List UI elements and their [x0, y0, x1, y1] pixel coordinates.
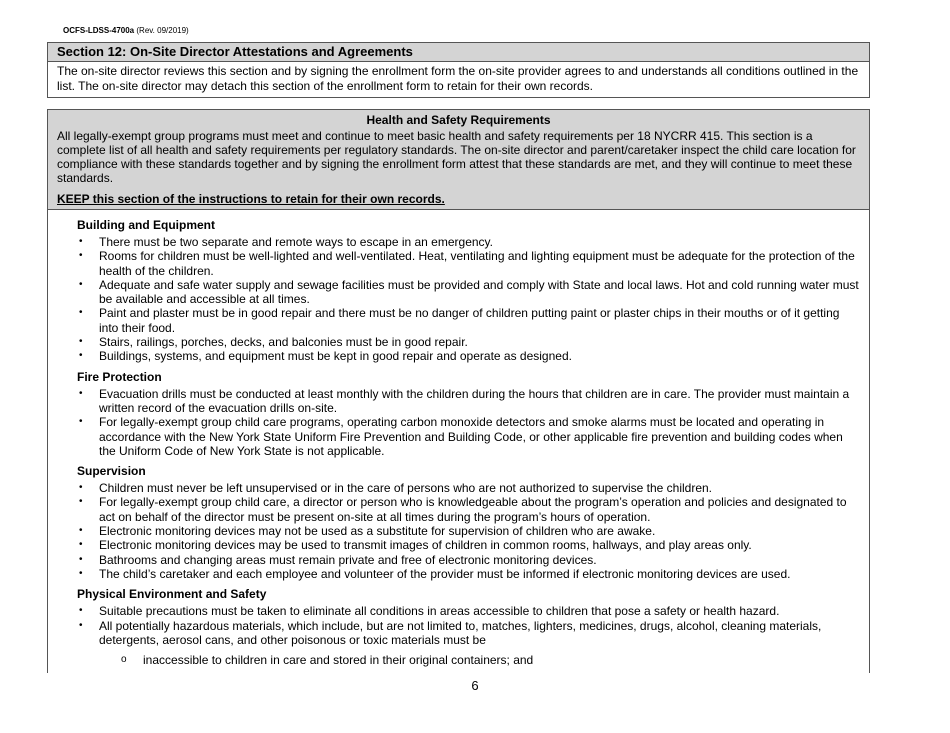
- bullet-icon: •: [79, 553, 83, 565]
- building-list: [57, 235, 860, 364]
- health-safety-header: [48, 110, 869, 210]
- page-number: 6: [471, 678, 479, 693]
- list-item: [57, 567, 860, 581]
- list-item-text: Bathrooms and changing areas must remain private and free of electronic monitoring devices.: [99, 552, 597, 567]
- fire-list: [57, 387, 860, 458]
- list-item: [57, 306, 860, 335]
- bullet-icon: •: [79, 350, 83, 362]
- list-item-text: For legally-exempt group child care, a director or person who is knowledgeable about the program’s operation and policies and designated to act on behalf of the director must be present on-site at all times during the program’s hours of operation.: [99, 495, 847, 524]
- list-item: [57, 524, 860, 538]
- list-item: [57, 553, 860, 567]
- list-item-text: The child’s caretaker and each employee and volunteer of the provider must be informed if electronic monitoring devices are used.: [99, 566, 791, 581]
- list-item-text: Electronic monitoring devices may not be used as a substitute for supervision of children who are awake.: [99, 524, 656, 539]
- section-12-title: Section 12: On-Site Director Attestations and Agreements: [48, 43, 869, 62]
- list-item-text: Suitable precautions must be taken to eliminate all conditions in areas accessible to children that pose a safety or health hazard.: [99, 604, 780, 619]
- bullet-icon: •: [79, 539, 83, 551]
- health-safety-title: Health and Safety Requirements: [366, 113, 551, 127]
- section-heading-building: Building and Equipment: [77, 218, 215, 232]
- list-item: [57, 481, 860, 495]
- list-item-text: All potentially hazardous materials, which include, but are not limited to, matches, lighters, medicines, drugs, alcohol, cleaning materials, detergents, aerosol cans, and other poisonous or toxic materials must be: [99, 618, 822, 647]
- health-safety-description: All legally-exempt group programs must meet and continue to meet basic health and safety requirements per 18 NYCRR 415. This section is a complete list of all health and safety requirements per regulatory standards. The on-site director and parent/caretaker inspect the child care location for compliance with these standards together and by signing the enrollment form attest that these standards are met, and they will continue to meet these standards.: [57, 129, 856, 185]
- list-item-text: Stairs, railings, porches, decks, and balconies must be in good repair.: [99, 335, 468, 350]
- list-item: [57, 619, 860, 648]
- bullet-icon: •: [79, 525, 83, 537]
- bullet-icon: •: [79, 307, 83, 319]
- health-safety-box: [47, 109, 870, 673]
- section-heading-supervision: Supervision: [77, 464, 146, 479]
- circle-bullet-icon: o: [121, 654, 127, 666]
- list-item-text: Rooms for children must be well-lighted and well-ventilated. Heat, ventilating and lighting equipment must be adequate for the protection of the health of the children.: [99, 249, 855, 278]
- sub-list-item: [57, 653, 860, 667]
- list-item: [57, 278, 860, 307]
- list-item-text: Electronic monitoring devices may be used to transmit images of children in common rooms, hallways, and play areas only.: [99, 538, 752, 553]
- list-item-text: Evacuation drills must be conducted at least monthly with the children during the hours that children are in care. The provider must maintain a written record of the evacuation drills on-site.: [99, 386, 850, 415]
- section-heading-fire: Fire Protection: [77, 369, 162, 384]
- list-item-text: Buildings, systems, and equipment must be kept in good repair and operate as designed.: [99, 349, 572, 364]
- list-item: [57, 349, 860, 363]
- form-revision: (Rev. 09/2019): [136, 26, 189, 35]
- requirements-content: [48, 210, 869, 667]
- list-item: [57, 335, 860, 349]
- form-code: OCFS-LDSS-4700a: [63, 26, 135, 35]
- keep-notice: KEEP this section of the instructions to retain for their own records.: [57, 192, 445, 206]
- list-item: [57, 249, 860, 278]
- physical-list: [57, 604, 860, 647]
- list-item-text: There must be two separate and remote ways to escape in an emergency.: [99, 235, 493, 249]
- list-item: [57, 604, 860, 618]
- list-item-text: Paint and plaster must be in good repair and there must be no danger of children putting paint or plaster chips in their mouths or of it getting into their food.: [99, 306, 840, 335]
- bullet-icon: •: [79, 619, 83, 631]
- bullet-icon: •: [79, 416, 83, 428]
- list-item: [57, 495, 860, 524]
- list-item: [57, 387, 860, 416]
- list-item-text: Adequate and safe water supply and sewage facilities must be provided and comply with State and local laws. Hot and cold running water must be available and accessible at all times.: [99, 277, 859, 307]
- bullet-icon: •: [79, 236, 83, 247]
- bullet-icon: •: [79, 605, 83, 617]
- bullet-icon: •: [79, 567, 83, 579]
- supervision-list: [57, 481, 860, 581]
- list-item: [57, 415, 860, 458]
- bullet-icon: •: [79, 496, 83, 508]
- section-12-intro: The on-site director reviews this section and by signing the enrollment form the on-site provider agrees to and understands all conditions outlined in the list. The on-site director may detach this section of the enrollment form to retain for their own records.: [57, 64, 859, 93]
- bullet-icon: •: [79, 278, 83, 290]
- list-item-text: Children must never be left unsupervised or in the care of persons who are not authorized to supervise the children.: [99, 481, 713, 496]
- list-item-text: For legally-exempt group child care programs, operating carbon monoxide detectors and smoke alarms must be located and operating in accordance with the New York State Uniform Fire Prevention and Building Code, or other applicable fire prevention and building codes when the Uniform Code of New York State is not applicable.: [99, 415, 843, 458]
- bullet-icon: •: [79, 482, 83, 494]
- bullet-icon: •: [79, 336, 83, 348]
- form-id: [63, 26, 189, 35]
- section-heading-physical: Physical Environment and Safety: [77, 587, 267, 602]
- list-item: [57, 538, 860, 552]
- sub-list-item-text: inaccessible to children in care and stored in their original containers; and: [143, 653, 534, 668]
- section-12-box: [47, 42, 870, 98]
- list-item: [57, 235, 860, 249]
- bullet-icon: •: [79, 250, 83, 262]
- bullet-icon: •: [79, 387, 83, 399]
